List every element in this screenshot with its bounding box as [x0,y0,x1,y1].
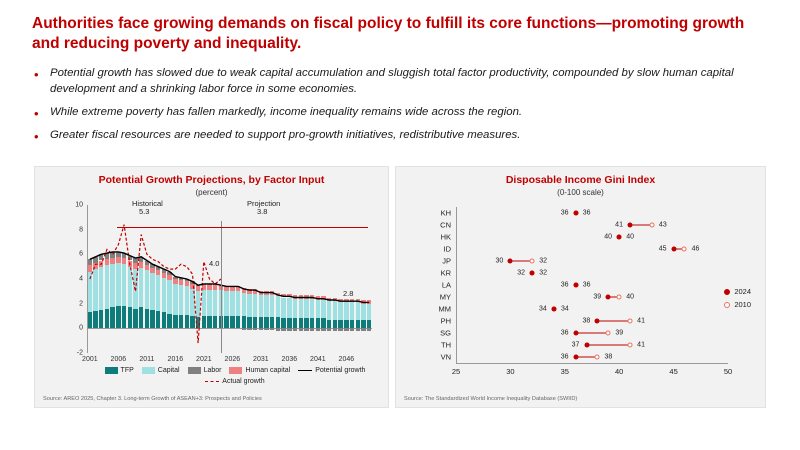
period-arrow [117,227,368,228]
chart-row [443,243,728,255]
y-axis-tick-label: -2 [76,349,83,357]
legend-dashed-line [205,381,219,382]
bullet-text: Greater fiscal resources are needed to support pro-growth initiatives, redistributive measures. [50,128,521,141]
x-axis-tick-label: 2016 [167,356,184,363]
legend-label: Potential growth [315,367,366,374]
data-label-2010: 43 [658,221,667,229]
data-label-2010: 38 [604,353,613,361]
legend-item [105,367,134,374]
x-axis-tick-label: 2041 [310,356,326,363]
x-axis-tick-label: 25 [451,367,461,376]
list-item [34,105,764,121]
chart-annotation: 3.8 [257,207,268,216]
list-item [34,128,764,144]
legend-item [724,287,751,296]
data-point-2024 [595,319,600,324]
chart-row [440,315,728,327]
category-label: JP [442,256,451,266]
chart-row [442,255,728,267]
legend-label: TFP [120,367,134,374]
chart-row [440,327,728,339]
legend-swatch [188,367,201,374]
x-axis-tick-label: 35 [560,367,569,376]
data-point-2010 [628,343,633,348]
x-axis-tick-label: 2031 [253,356,269,363]
category-label: VN [440,352,451,362]
category-label: KR [440,268,451,278]
legend-dot [724,289,730,295]
data-label-2024: 36 [560,209,569,217]
data-label-2024: 34 [539,305,547,313]
data-label-2010: 46 [691,245,700,253]
data-label-2024: 30 [495,257,504,265]
x-axis-tick-label: 2006 [110,356,127,363]
page-title: Authorities face growing demands on fiscal policy to fulfill its core functions—promoting growth and reducing poverty and inequality. [32,15,745,53]
data-label-2010: 41 [637,317,645,325]
x-axis-tick-label: 2046 [338,356,355,363]
x-axis-line [456,363,728,364]
data-point-2010 [606,331,611,336]
data-point-2010 [649,223,654,228]
data-label-2024: 45 [658,245,667,253]
period-divider [221,221,222,353]
chart-title: Disposable Income Gini Index [505,174,656,186]
data-label-2010: 36 [582,209,591,217]
x-axis-tick-label: 2026 [224,356,241,363]
data-label-2024: 36 [560,281,569,289]
x-axis-tick-label: 30 [506,367,515,376]
data-point-2010 [617,295,622,300]
value-connector [597,321,630,322]
bullet-dot-icon: • [34,105,39,121]
legend-label: Human capital [245,367,291,374]
data-point-2024 [617,235,622,240]
data-label-2024: 40 [604,233,613,241]
legend-item [298,367,365,374]
data-label-2024: 41 [615,221,623,229]
chart-subtitle: (0-100 scale) [557,188,604,197]
legend-item [188,367,222,374]
data-label-2024: 37 [571,341,580,349]
data-point-2010 [682,247,687,252]
chart-row [441,279,728,291]
y-axis-tick-label: 8 [79,226,83,234]
value-connector [576,333,609,334]
data-label-2010: 41 [637,341,645,349]
data-label-2010: 34 [561,305,569,313]
data-point-2024 [530,271,535,276]
category-label: LA [441,280,451,290]
left-chart-plot-area [75,199,372,363]
category-label: ID [443,244,451,254]
chart-row [440,207,728,219]
data-label-2010: 40 [626,293,635,301]
data-point-2024 [573,355,578,360]
legend-label: Labor [203,367,222,374]
chart-row [440,219,728,231]
data-label-2010: 36 [582,281,591,289]
y-axis-line [456,207,457,363]
chart-row [440,351,728,363]
chart-source: Source: AREO 2025, Chapter 3. Long-term Growth of ASEAN+3: Prospects and Policies [43,396,262,402]
value-connector [587,345,631,346]
category-label: KH [440,208,451,218]
right-chart-legend [724,287,751,313]
chart-panel-gini-index [395,166,766,408]
left-chart-legend [90,367,380,385]
chart-row [440,267,728,279]
data-point-2024 [573,283,578,288]
y-axis-tick-label: 10 [75,201,83,209]
right-chart-plot-area [438,207,733,376]
legend-swatch [229,367,242,374]
chart-panel-potential-growth [34,166,389,408]
y-axis-tick-label: 4 [79,275,83,283]
chart-annotation: 2.8 [343,289,354,298]
data-label-2010: 40 [626,233,635,241]
y-axis-tick-label: 6 [79,250,83,258]
category-label: TH [441,340,451,350]
data-point-2010 [595,355,600,360]
legend-swatch [105,367,118,374]
legend-label: Capital [157,367,180,374]
chart-row [440,231,728,243]
y-axis-tick-label: 2 [79,300,83,308]
data-label-2010: 32 [539,269,548,277]
legend-label: Actual growth [222,378,265,385]
data-point-2024 [573,211,578,216]
category-label: SG [440,328,451,338]
x-axis-tick-label: 45 [669,367,678,376]
bullet-dot-icon: • [34,67,39,82]
x-axis-tick-label: 50 [723,367,733,376]
data-point-2010 [530,259,535,264]
data-label-2024: 38 [582,317,591,325]
chart-source: Source: The Standardized World Income Inequality Database (SWIID) [404,396,578,402]
legend-label: 2024 [734,287,751,296]
legend-dot [724,302,730,308]
legend-item [142,367,180,374]
data-point-2024 [628,223,633,228]
y-axis-tick-label: 0 [79,324,83,332]
legend-item [229,367,290,374]
category-label: MY [439,292,451,302]
data-point-2024 [551,307,556,312]
x-axis-tick-label: 2011 [139,356,155,363]
chart-annotation: 5.3 [139,207,150,216]
chart-row [441,339,728,351]
data-label-2024: 39 [593,293,602,301]
bullet-text: While extreme poverty has fallen markedly, income inequality remains wide across the region. [50,105,523,118]
bullet-dot-icon: • [34,128,39,144]
category-label: MM [438,304,451,314]
data-label-2010: 39 [615,329,624,337]
chart-title: Potential Growth Projections, by Factor Input [98,174,325,186]
data-point-2024 [671,247,676,252]
chart-row [438,303,728,315]
data-point-2024 [606,295,611,300]
legend-item [205,378,264,385]
data-label-2024: 32 [517,269,526,277]
data-point-2010 [628,319,633,324]
chart-subtitle: (percent) [195,188,228,197]
bullet-text: Potential growth has slowed due to weak capital accumulation and sluggish total factor productivity, compounded by slow human capital development and a shrinking labor force in some economies. [50,67,734,95]
chart-annotation: Historical [132,199,163,208]
legend-line [298,370,312,371]
list-item [34,66,764,98]
chart-annotation: Projection [247,199,281,208]
data-label-2024: 36 [560,329,569,337]
category-label: HK [440,232,451,242]
category-label: CN [440,220,451,230]
x-axis-tick-label: 2036 [281,356,298,363]
chart-annotation: 4.0 [209,259,220,268]
x-axis-tick-label: 2021 [196,356,212,363]
category-label: PH [440,316,451,326]
x-axis-tick-label: 2001 [82,356,98,363]
data-label-2024: 36 [560,353,569,361]
data-point-2024 [508,259,513,264]
legend-item [724,300,751,309]
x-axis-tick-label: 40 [615,367,624,376]
bullet-list [34,66,764,151]
data-point-2024 [573,331,578,336]
legend-swatch [142,367,155,374]
data-label-2010: 32 [539,257,548,265]
chart-row [439,291,728,303]
data-point-2024 [584,343,589,348]
legend-label: 2010 [734,300,751,309]
